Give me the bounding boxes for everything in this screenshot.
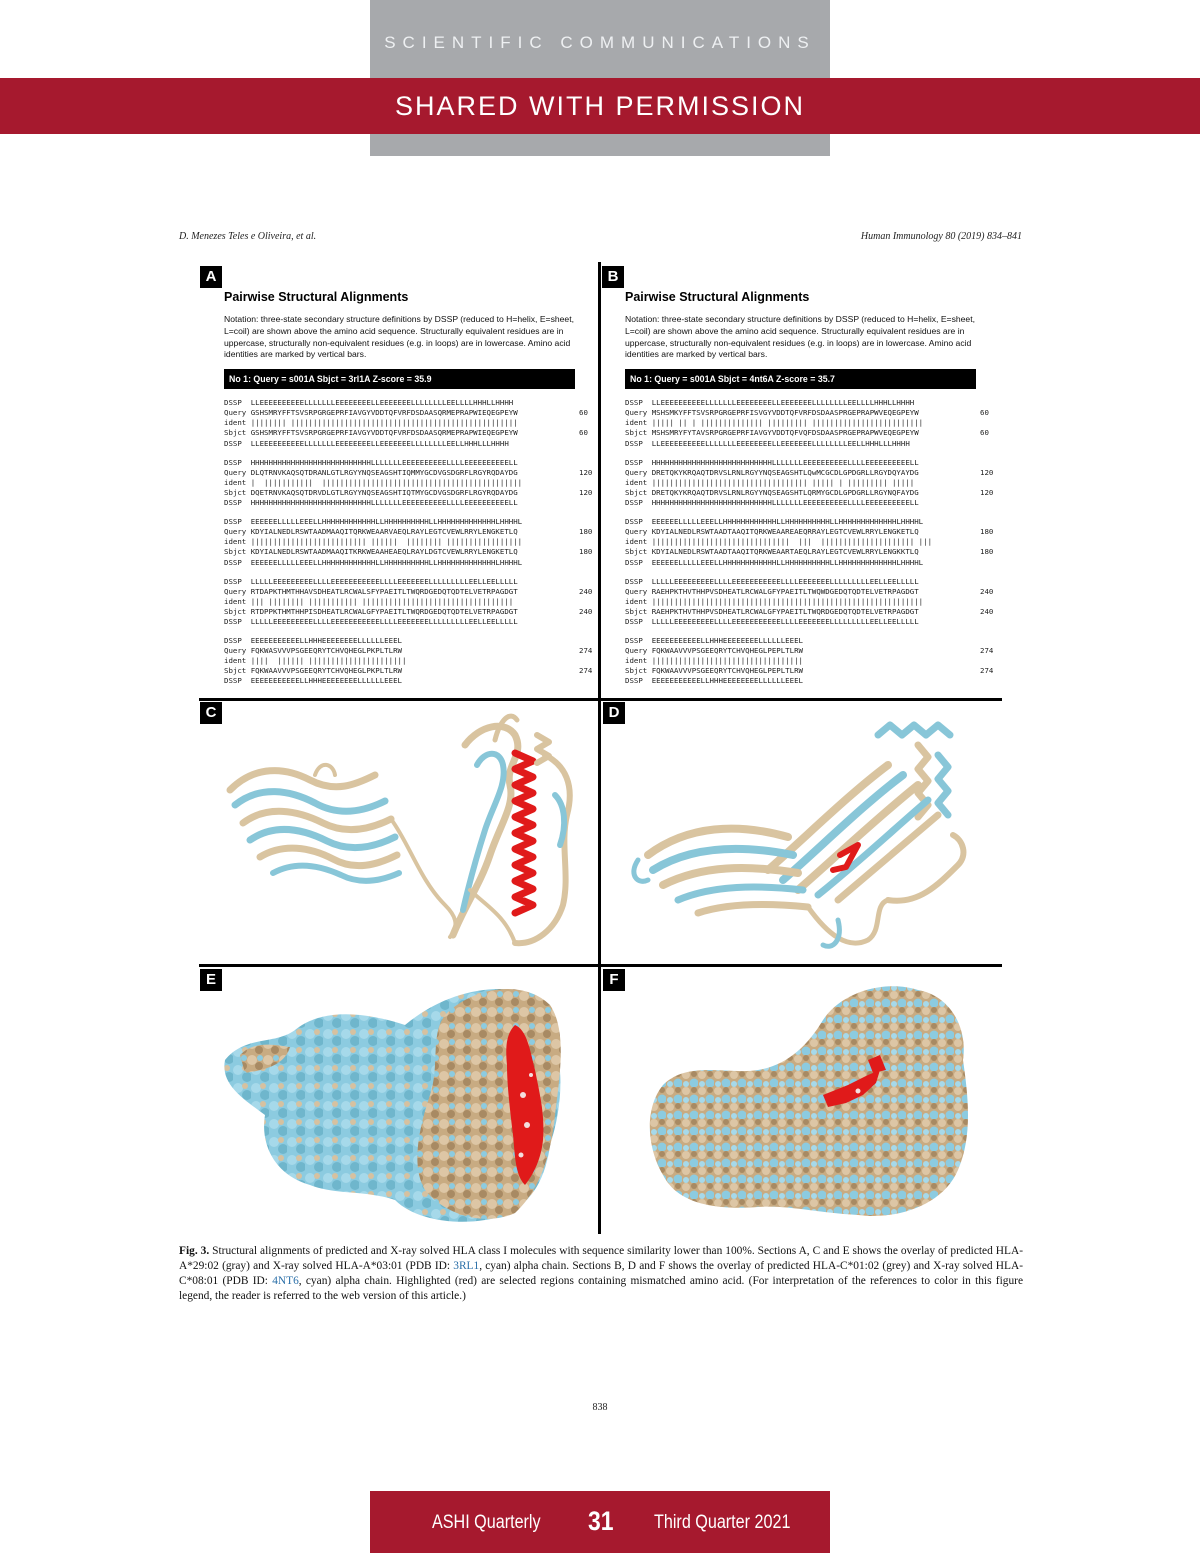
figure-divider-vertical <box>598 262 601 1234</box>
panel-c-ribbon-structure <box>215 705 593 960</box>
sequence-text: DSSP EEEEEEEEEEELLHHHEEEEEEEELLLLLLEEEL <box>224 676 402 686</box>
ident-row <box>224 656 589 666</box>
ident-row <box>224 597 589 607</box>
residue-number: 120 <box>980 487 994 497</box>
sequence-text: Sbjct DQETRNVKAQSQTDRVDLGTLRGYYNQSEAGSHTIQTMYGCDVGSDGRFLRGYRQDAYDG <box>224 487 518 497</box>
dssp-row <box>224 577 589 587</box>
dssp-row <box>224 439 589 449</box>
masthead-gray-panel-lower <box>370 134 830 156</box>
sequence-text: Sbjct DRETQKYKRQAQTDRVSLRNLRGYYNQSEAGSHTLQRMYGCDLGPDGRLLRGYNQFAYDG <box>625 487 919 497</box>
query-row <box>224 586 593 597</box>
dssp-row <box>625 517 990 527</box>
residue-number: 180 <box>579 527 593 537</box>
sequence-text: ident |||| |||||| |||||||||||||||||||||| <box>224 656 407 666</box>
sequence-text: DSSP EEEEEEEEEEELLHHHEEEEEEEELLLLLLEEEL <box>224 636 402 646</box>
sequence-text: Query FQKWASVVVPSGEEQRYTCHVQHEGLPKPLTLRW <box>224 646 402 656</box>
sequence-text: Query DRETQKYKRQAQTDRVSLRNLRGYYNQSEAGSHTLQwMCGCDLGPDGRLLRGYDQYAYDG <box>625 467 919 477</box>
query-row <box>625 527 994 537</box>
sequence-text: DSSP LLLLLEEEEEEEEELLLLEEEEEEEEEEELLLLEEEEEEELLLLLLLLLEELLEELLLLL <box>224 616 518 626</box>
sequence-text: DSSP LLLLLEEEEEEEEELLLLEEEEEEEEEEELLLLEEEEEEELLLLLLLLLEELLEELLLLL <box>224 576 518 586</box>
sbjct-row <box>625 666 994 676</box>
query-row <box>625 586 994 597</box>
pdb-link-4nt6[interactable]: 4NT6 <box>272 1275 299 1288</box>
dssp-row <box>625 458 990 468</box>
dssp-row <box>224 617 589 627</box>
residue-number: 240 <box>980 586 994 596</box>
sequence-text: ident ||||||||||||||||||||||||||||||||||||||||||||||||||||||||||||| <box>625 596 924 606</box>
ident-row <box>224 418 589 428</box>
sequence-text: DSSP EEEEEELLLLLEEELLHHHHHHHHHHHHLLHHHHHHHHHHLLHHHHHHHHHHHHHLHHHHL <box>625 517 924 527</box>
sequence-text: ident ||||| || | |||||||||||||| ||||||||| ||||||||||||||||||||||||| <box>625 418 924 428</box>
panel-b-alignment <box>625 290 994 696</box>
residue-number: 240 <box>579 606 593 616</box>
sequence-text: Sbjct KDYIALNEDLRSWTAADTAAQITQRKWEAARTAEQLRAYLEGTCVEWLRRYLENGKKTLQ <box>625 547 919 557</box>
residue-number: 240 <box>980 606 994 616</box>
banner-text: SHARED WITH PERMISSION <box>394 91 806 121</box>
query-row <box>224 467 593 478</box>
alignment-block <box>224 576 593 627</box>
footer-issue: Third Quarter 2021 <box>654 1512 791 1533</box>
sequence-text: Sbjct RTDPPKTHMTHHPISDHEATLRCWALGFYPAEITLTWQRDGEDQTQDTELVETRPAGDGT <box>224 606 518 616</box>
running-head-journal: Human Immunology 80 (2019) 834–841 <box>860 231 1022 242</box>
sequence-text: Query GSHSMRYFFTSVSRPGRGEPRFIAVGYVDDTQFVRFDSDAASQRMEPRAPWIEQEGPEYW <box>224 408 518 418</box>
dssp-row <box>625 617 990 627</box>
residue-number: 240 <box>579 586 593 596</box>
panel-letter-c: C <box>200 702 222 724</box>
sbjct-row <box>625 606 994 617</box>
dssp-row <box>625 439 990 449</box>
sequence-text: DSSP LLEEEEEEEEEELLLLLLLEEEEEEEELLEEEEEEELLLLLLLLEELLLLHHHLLHHHH <box>224 398 514 408</box>
ident-row <box>625 418 990 428</box>
alignment-title: Pairwise Structural Alignments <box>625 290 810 304</box>
panel-f-surface-structure <box>618 975 998 1230</box>
alignment-block <box>224 636 593 686</box>
sbjct-row <box>224 666 593 676</box>
pdb-link-3rl1[interactable]: 3RL1 <box>453 1260 480 1273</box>
alignment-block <box>625 398 990 448</box>
sequence-text: DSSP LLEEEEEEEEEELLLLLLLEEEEEEEELLEEEEEEELLLLLLLLEELLHHHLLLHHHH <box>625 438 910 448</box>
residue-number: 180 <box>980 547 994 557</box>
figure-caption-text-1: Structural alignments of predicted and X-ray solved HLA class I molecules with sequence similarity lower than 100%. Sections A, C and E shows the overlay of predicted HLA-A*29:02 (gray) and X-ray solved HLA-A*03:01 (PDB ID: <box>179 1245 1023 1273</box>
panel-letter-f: F <box>603 969 625 991</box>
sequence-text: Query MSHSMKYFFTSVSRPGRGEPRFISVGYVDDTQFVRFDSDAASPRGEPRAPWVEQEGPEYW <box>625 408 919 418</box>
panel-letter-b: B <box>602 266 624 288</box>
footer-page-number: 31 <box>588 1506 614 1536</box>
sequence-text: Query DLQTRNVKAQSQTDRANLGTLRGYYNQSEAGSHTIQMMYGCDVGSDGRFLRGYRQDAYDG <box>224 467 518 477</box>
alignment-block <box>625 636 994 686</box>
dssp-row <box>224 558 589 568</box>
panel-e-surface-structure <box>215 975 595 1230</box>
query-row <box>625 408 990 418</box>
journal-page-number: 838 <box>592 1402 608 1413</box>
sequence-text: DSSP EEEEEELLLLLEEELLHHHHHHHHHHHHLLHHHHHHHHHHLLHHHHHHHHHHHHHLHHHHL <box>224 517 523 527</box>
sequence-text: ident ||||||||||||||||||||||||||||||||||| ||||| | ||||||||| ||||| <box>625 477 915 487</box>
ident-row <box>625 478 990 488</box>
residue-number: 120 <box>579 487 593 497</box>
panel-a-alignment <box>224 290 593 696</box>
sequence-text: DSSP LLEEEEEEEEEELLLLLLLEEEEEEEELLEEEEEEELLLLLLLLEELLHHHLLLHHHH <box>224 438 509 448</box>
ident-row <box>625 597 990 607</box>
sequence-text: DSSP LLLLLEEEEEEEEELLLLEEEEEEEEEEELLLLEEEEEEELLLLLLLLLEELLEELLLLL <box>625 576 919 586</box>
sequence-text: ident | ||||||||||| ||||||||||||||||||||||||||||||||||||||||||||| <box>224 477 523 487</box>
dssp-row <box>224 398 589 408</box>
dssp-row <box>224 636 589 646</box>
residue-number: 274 <box>980 646 994 656</box>
ident-row <box>625 656 990 666</box>
residue-number: 120 <box>579 467 593 477</box>
residue-number: 60 <box>980 408 989 418</box>
residue-number: 180 <box>980 527 994 537</box>
sequence-text: Sbjct KDYIALNEDLRSWTAADMAAQITKRKWEAAHEAEQLRAYLDGTCVEWLRRYLENGKETLQ <box>224 547 518 557</box>
panel-letter-e: E <box>200 969 222 991</box>
query-row <box>224 408 589 418</box>
sequence-text: DSSP EEEEEELLLLLEEELLHHHHHHHHHHHHLLHHHHHHHHHHLLHHHHHHHHHHHHHLHHHHL <box>625 557 924 567</box>
figure-divider-horizontal-c <box>199 698 598 701</box>
sequence-text: ident |||||||||||||||||||||||||| |||||| |||||||| ||||||||||||||||| <box>224 537 523 547</box>
sequence-text: ident |||||||| ||||||||||||||||||||||||||||||||||||||||||||||||||| <box>224 418 518 428</box>
residue-number: 60 <box>980 428 989 438</box>
figure-caption-label: Fig. 3. <box>179 1245 210 1257</box>
sequence-text: Query KDYIALNEDLRSWTAADTAAQITQRKWEAAREAEQRRAYLEGTCVEWLRRYLENGKETLQ <box>625 527 919 537</box>
alignment-block <box>224 457 593 508</box>
alignment-block <box>224 517 593 567</box>
sequence-text: ident ||||||||||||||||||||||||||||||| ||| ||||||||||||||||||||| ||| <box>625 537 933 547</box>
ident-row <box>224 478 589 488</box>
sequence-text: Sbjct GSHSMRYFFTSVSRPGRGEPRFIAVGYVDDTQFVRFDSDAASQRMEPRAPWIEQEGPEYW <box>224 428 518 438</box>
alignment-block <box>625 517 994 567</box>
sbjct-row <box>224 606 593 617</box>
sequence-text: Query RAEHPKTHVTHHPVSDHEATLRCWALGFYPAEITLTWQWDGEDQTQDTELVETRPAGDGT <box>625 586 919 596</box>
sequence-text: ident ||| |||||||| ||||||||||| |||||||||||||||||||||||||||||||||| <box>224 596 514 606</box>
query-row <box>224 646 593 656</box>
residue-number: 274 <box>579 666 593 676</box>
dssp-row <box>625 577 990 587</box>
sequence-text: Query FQKWAAVVVPSGEEQRYTCHVQHEGLPEPLTLRW <box>625 646 803 656</box>
sequence-text: DSSP HHHHHHHHHHHHHHHHHHHHHHHHHHHLLLLLLLEEEEEEEEEELLLLEEEEEEEEEELL <box>625 498 919 508</box>
alignment-block <box>224 398 589 448</box>
ident-row <box>224 537 589 547</box>
residue-number: 60 <box>579 408 588 418</box>
figure-divider-horizontal-d <box>600 698 1002 701</box>
residue-number: 120 <box>980 467 994 477</box>
residue-number: 274 <box>579 646 593 656</box>
residue-number: 180 <box>579 547 593 557</box>
ident-row <box>625 537 990 547</box>
sequence-text: ident |||||||||||||||||||||||||||||||||| <box>625 656 803 666</box>
sequence-text: Query RTDAPKTHMTHHAVSDHEATLRCWALSFYPAEITLTWQRDGEDQTQDTELVETRPAGDGT <box>224 586 518 596</box>
dssp-row <box>224 458 589 468</box>
figure-caption-text-3: , cyan) alpha chain. Highlighted (red) are selected regions containing mismatched amino acid. (For interpretation of the references to color in this figure legend, the reader is referred to the web version of this article.) <box>179 1275 1023 1303</box>
sbjct-row <box>625 487 994 498</box>
dssp-row <box>625 636 990 646</box>
panel-letter-a: A <box>200 266 222 288</box>
dssp-row <box>625 558 990 568</box>
running-head-authors: D. Menezes Teles e Oliveira, et al. <box>179 231 317 242</box>
alignment-block <box>625 576 994 627</box>
alignment-sequence-blocks <box>625 398 994 686</box>
sequence-text: DSSP EEEEEELLLLLEEELLHHHHHHHHHHHHLLHHHHHHHHHHLLHHHHHHHHHHHHHLHHHHL <box>224 557 523 567</box>
sbjct-row <box>625 547 994 557</box>
sbjct-row <box>625 428 990 438</box>
dssp-row <box>625 398 990 408</box>
dssp-row <box>625 676 990 686</box>
panel-d-ribbon-structure <box>618 705 998 960</box>
dssp-row <box>625 498 990 508</box>
sequence-text: DSSP EEEEEEEEEEELLHHHEEEEEEEELLLLLLEEEL <box>625 636 803 646</box>
sequence-text: Query KDYIALNEDLRSWTAADMAAQITQRKWEAARVAEQLRAYLEGTCVEWLRRYLENGKETLQ <box>224 527 518 537</box>
query-row <box>625 646 994 656</box>
alignment-block <box>625 457 994 508</box>
footer-band <box>370 1491 830 1553</box>
figure-caption-text-2: , cyan) alpha chain. Sections B, D and F shows the overlay of predicted HLA-C*01:02 (grey) and X-ray solved HLA-C*08:01 (PDB ID: <box>179 1260 1023 1288</box>
alignment-notation: Notation: three-state secondary structure definitions by DSSP (reduced to H=helix, E=sheet, L=coil) are shown above the amino acid sequence. Structurally equivalent residues are in uppercase, structurally non-equivalent residues (e.g. in loops) are in lowercase. Amino acid identities are marked by vertical bars. <box>224 314 574 360</box>
sequence-text: DSSP LLLLLEEEEEEEEELLLLEEEEEEEEEEELLLLEEEEEEELLLLLLLLLEELLEELLLLL <box>625 616 919 626</box>
alignment-title: Pairwise Structural Alignments <box>224 290 409 304</box>
alignment-header: No 1: Query = s001A Sbjct = 3rl1A Z-score = 35.9 <box>224 369 575 389</box>
dssp-row <box>224 517 589 527</box>
panel-letter-d: D <box>603 702 625 724</box>
figure-caption <box>179 1244 1023 1304</box>
sbjct-row <box>224 547 593 557</box>
footer-publication: ASHI Quarterly <box>432 1512 541 1533</box>
sequence-text: Sbjct FQKWAAVVVPSGEEQRYTCHVQHEGLPKPLTLRW <box>224 666 402 676</box>
sequence-text: DSSP HHHHHHHHHHHHHHHHHHHHHHHHHHHLLLLLLLEEEEEEEEEELLLLEEEEEEEEEELL <box>224 498 518 508</box>
dssp-row <box>224 498 589 508</box>
sequence-text: DSSP EEEEEEEEEEELLHHHEEEEEEEELLLLLLEEEL <box>625 676 803 686</box>
alignment-header: No 1: Query = s001A Sbjct = 4nt6A Z-score = 35.7 <box>625 369 976 389</box>
residue-number: 60 <box>579 428 588 438</box>
section-title: SCIENTIFIC COMMUNICATIONS <box>384 33 816 52</box>
alignment-notation: Notation: three-state secondary structure definitions by DSSP (reduced to H=helix, E=sheet, L=coil) are shown above the amino acid sequence. Structurally equivalent residues are in uppercase, structurally non-equivalent residues (e.g. in loops) are in lowercase. Amino acid identities are marked by vertical bars. <box>625 314 975 360</box>
figure-divider-horizontal-e <box>199 964 598 967</box>
sequence-text: DSSP LLEEEEEEEEEELLLLLLLEEEEEEEELLEEEEEEELLLLLLLLEELLLLHHHLLHHHH <box>625 398 915 408</box>
dssp-row <box>224 676 589 686</box>
sequence-text: Sbjct FQKWAAVVVPSGEEQRYTCHVQHEGLPEPLTLRW <box>625 666 803 676</box>
sbjct-row <box>224 428 589 438</box>
query-row <box>224 527 593 537</box>
sequence-text: Sbjct MSHSMRYFYTAVSRPGRGEPRFIAVGYVDDTQFVQFDSDAASPRGEPRAPWVEQEGPEYW <box>625 428 919 438</box>
sequence-text: DSSP HHHHHHHHHHHHHHHHHHHHHHHHHHHLLLLLLLEEEEEEEEEELLLLEEEEEEEEEELL <box>625 457 919 467</box>
alignment-sequence-blocks <box>224 398 593 686</box>
sbjct-row <box>224 487 593 498</box>
figure-divider-horizontal-f <box>600 964 1002 967</box>
sequence-text: Sbjct RAEHPKTHVTHHPVSDHEATLRCWALGFYPAEITLTWQRDGEDQTQDTELVETRPAGDGT <box>625 606 919 616</box>
residue-number: 274 <box>980 666 994 676</box>
sequence-text: DSSP HHHHHHHHHHHHHHHHHHHHHHHHHHHLLLLLLLEEEEEEEEEELLLLEEEEEEEEEELL <box>224 457 518 467</box>
query-row <box>625 467 994 478</box>
